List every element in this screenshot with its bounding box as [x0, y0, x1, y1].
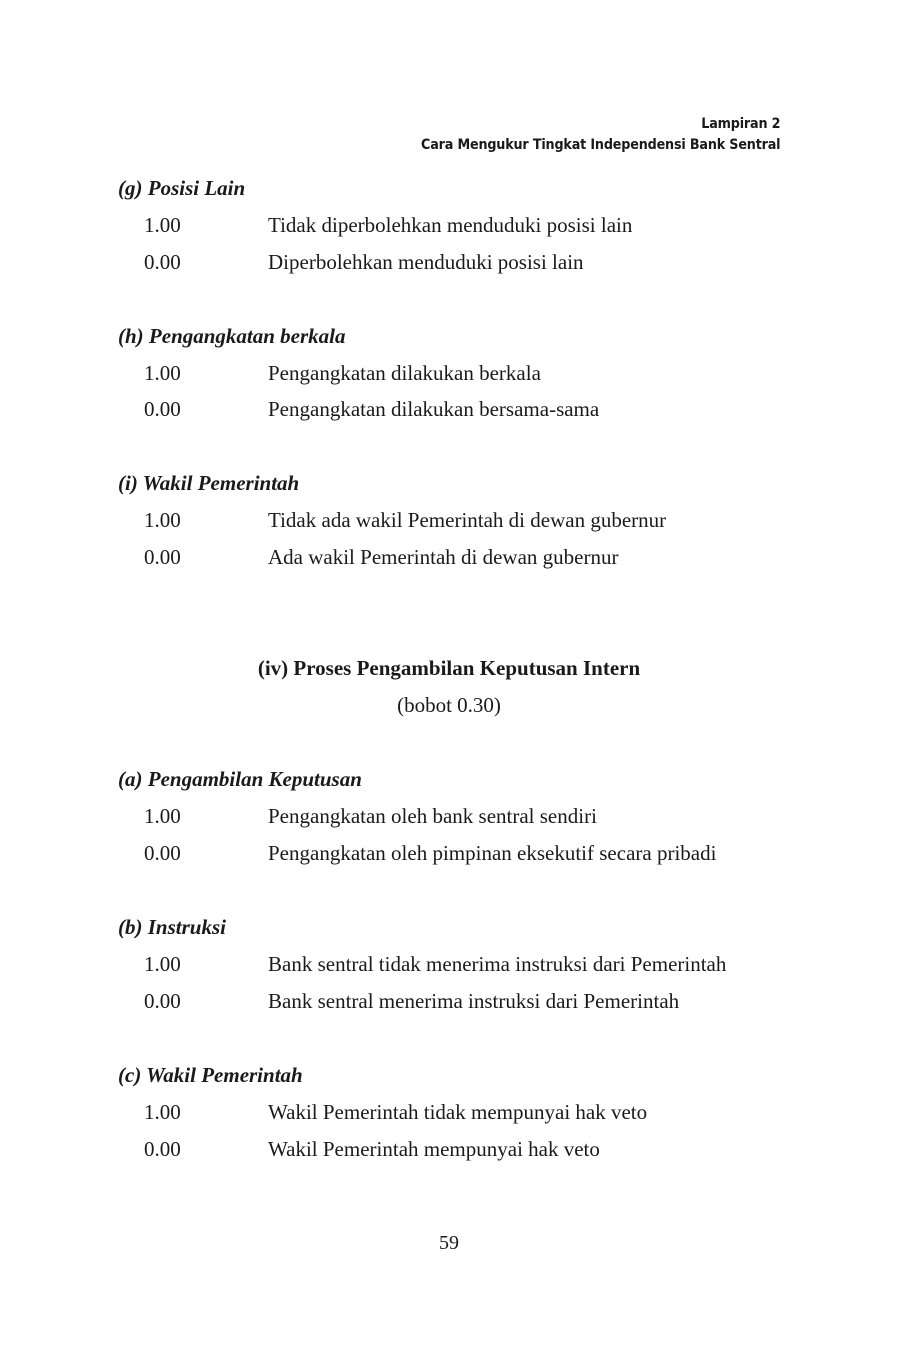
criteria-row [0, 1100, 898, 1128]
header-appendix-title: Cara Mengukur Tingkat Independensi Bank Sentral [420, 137, 780, 153]
header-appendix-label: Lampiran 2 [700, 116, 780, 132]
score-value: 0.00 [144, 1137, 181, 1161]
part-title: (iv) Proses Pengambilan Keputusan Intern [257, 656, 641, 680]
criteria-row [0, 989, 898, 1017]
score-description: Ada wakil Pemerintah di dewan gubernur [268, 545, 619, 569]
score-value: 0.00 [144, 841, 181, 865]
score-value: 0.00 [144, 397, 181, 421]
score-description: Pengangkatan dilakukan bersama-sama [268, 397, 600, 421]
score-description: Bank sentral tidak menerima instruksi dari Pemerintah [268, 952, 727, 976]
running-header [421, 114, 780, 156]
score-value: 1.00 [144, 952, 181, 976]
section-heading-c: (c) Wakil Pemerintah [118, 1063, 303, 1087]
score-value: 1.00 [144, 213, 181, 237]
criteria-row [0, 545, 898, 573]
criteria-row [0, 1137, 898, 1165]
score-value: 0.00 [144, 250, 181, 274]
section-heading-g: (g) Posisi Lain [118, 176, 246, 200]
score-description: Pengangkatan oleh pimpinan eksekutif secara pribadi [268, 841, 717, 865]
score-description: Wakil Pemerintah tidak mempunyai hak veto [268, 1100, 648, 1124]
score-description: Wakil Pemerintah mempunyai hak veto [268, 1137, 600, 1161]
part-weight: (bobot 0.30) [397, 693, 501, 717]
section-heading-b: (b) Instruksi [118, 915, 226, 939]
score-description: Bank sentral menerima instruksi dari Pemerintah [268, 989, 680, 1013]
score-value: 0.00 [144, 989, 181, 1013]
criteria-row [0, 508, 898, 536]
criteria-row [0, 952, 898, 980]
score-description: Tidak ada wakil Pemerintah di dewan gubernur [268, 508, 667, 532]
score-value: 1.00 [144, 1100, 181, 1124]
score-value: 1.00 [144, 361, 181, 385]
score-description: Tidak diperbolehkan menduduki posisi lain [268, 213, 633, 237]
section-heading-h: (h) Pengangkatan berkala [118, 324, 346, 348]
criteria-row [0, 804, 898, 832]
page-number: 59 [439, 1232, 459, 1254]
criteria-row [0, 397, 898, 425]
criteria-row [0, 841, 898, 869]
criteria-row [0, 213, 898, 241]
criteria-row [0, 250, 898, 278]
section-heading-i: (i) Wakil Pemerintah [118, 471, 300, 495]
score-description: Diperbolehkan menduduki posisi lain [268, 250, 584, 274]
score-value: 1.00 [144, 804, 181, 828]
criteria-row [0, 361, 898, 389]
score-description: Pengangkatan dilakukan berkala [268, 361, 541, 385]
section-heading-a: (a) Pengambilan Keputusan [118, 767, 362, 791]
score-description: Pengangkatan oleh bank sentral sendiri [268, 804, 597, 828]
score-value: 1.00 [144, 508, 181, 532]
score-value: 0.00 [144, 545, 181, 569]
